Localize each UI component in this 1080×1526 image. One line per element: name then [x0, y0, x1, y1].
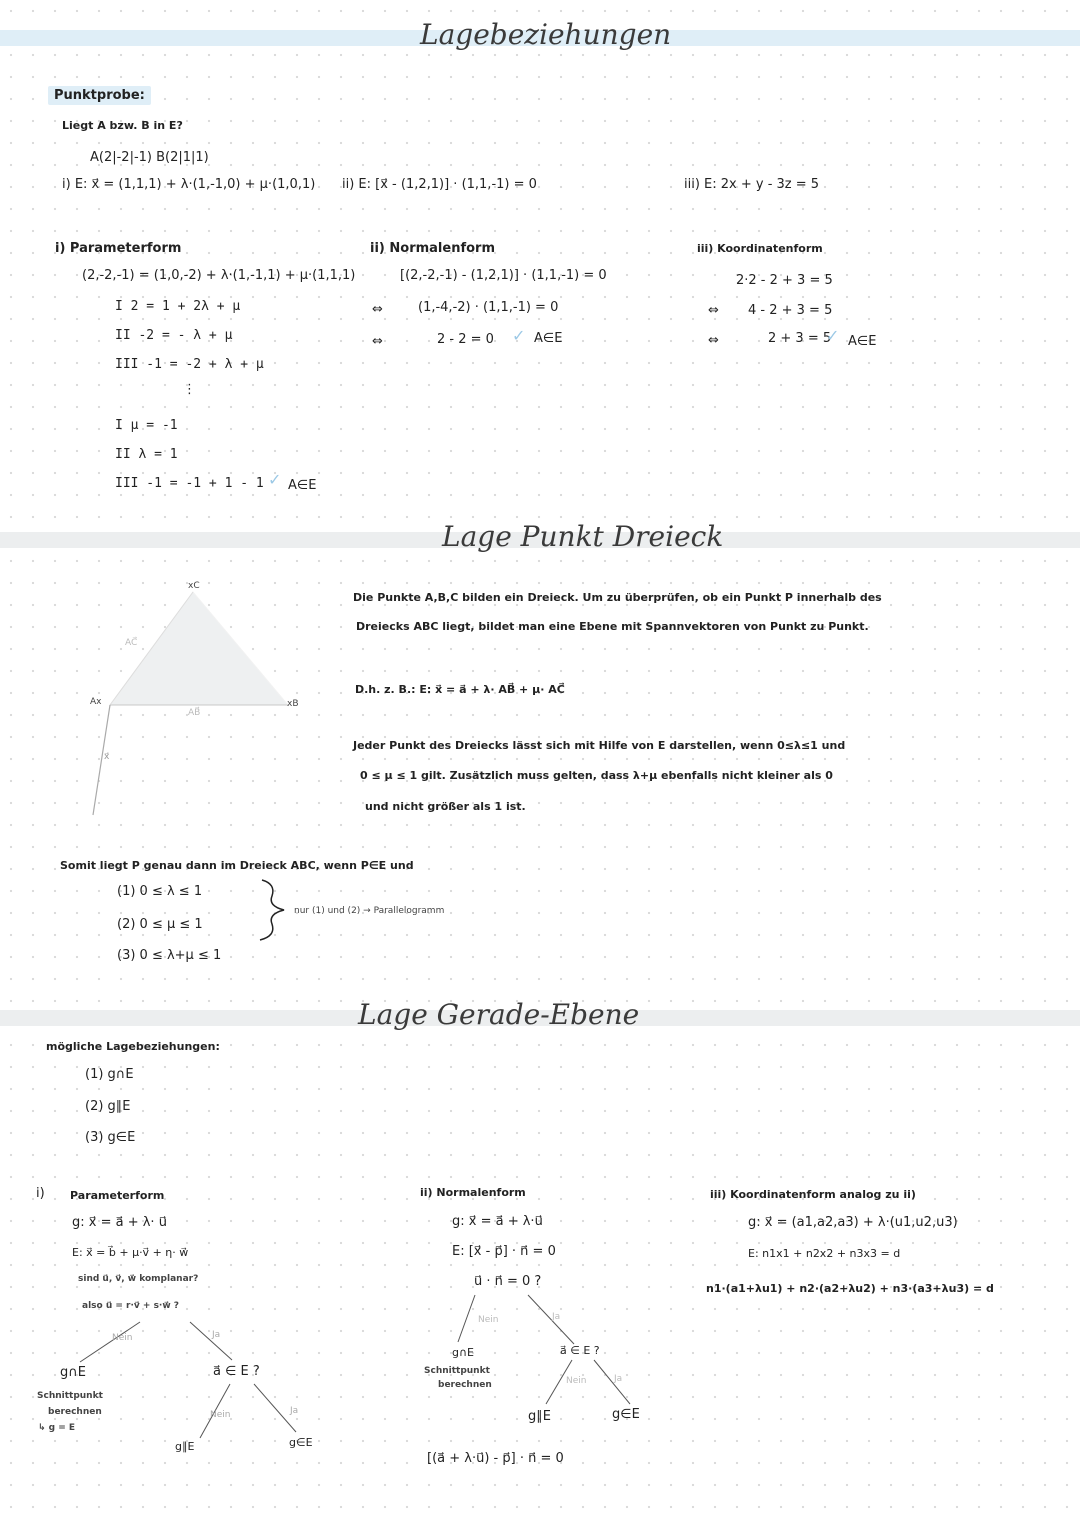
nf-result-parallel: g∥E — [528, 1409, 551, 1424]
koord-line1: 4 - 2 + 3 = 5 — [748, 303, 833, 318]
koord-heading: iii) Koordinatenform — [697, 242, 823, 255]
equiv-symbol: ⇔ — [372, 334, 383, 349]
check-icon: ✓ — [512, 326, 526, 345]
nf-result-intersect: g∩E — [452, 1346, 474, 1359]
dreieck-text-3a: Jeder Punkt des Dreiecks lässt sich mit Hilfe von E darstellen, wenn 0≤λ≤1 und — [353, 739, 846, 752]
pf-plane-e: E: x⃗ = b⃗ + μ·v⃗ + η· w⃗ — [72, 1246, 189, 1259]
condition-1: (1) 0 ≤ λ ≤ 1 — [117, 884, 203, 899]
nf-line-g: g: x⃗ = a⃗ + λ·u⃗ — [452, 1214, 543, 1229]
equiv-symbol: ⇔ — [372, 302, 383, 317]
nf-result-berechnen: berechnen — [438, 1380, 492, 1390]
param-row1: I 2 = 1 + 2λ + μ — [115, 299, 241, 314]
plane-eq-param: i) E: x⃗ = (1,1,1) + λ·(1,-1,0) + μ·(1,0,1) — [62, 177, 316, 192]
pf-result-berechnen: berechnen — [48, 1407, 102, 1417]
pf-no-label-2: Nein — [210, 1410, 231, 1420]
pf-result-intersect: g∩E — [60, 1365, 86, 1380]
punktprobe-heading: Punktprobe: — [48, 86, 151, 105]
equiv-symbol: ⇔ — [708, 333, 719, 348]
param-sol1: I μ = -1 — [115, 418, 178, 433]
pf-number: i) — [36, 1186, 45, 1201]
kf-equation: n1·(a1+λu1) + n2·(a2+λu2) + n3·(a3+λu3) = d — [706, 1282, 994, 1295]
check-icon: ✓ — [268, 470, 282, 489]
param-row3: III -1 = -2 + λ + μ — [115, 357, 264, 372]
pf-yes-label-2: Ja — [290, 1406, 299, 1416]
lagebeziehungen-heading: mögliche Lagebeziehungen: — [46, 1040, 220, 1053]
pf-result-contained: g∈E — [289, 1436, 313, 1449]
relation-2: (2) g∥E — [85, 1099, 131, 1114]
nf-question-orthogonal: u⃗ · n⃗ = 0 ? — [474, 1274, 542, 1289]
koord-line0: 2·2 - 2 + 3 = 5 — [736, 273, 833, 288]
dreieck-text-1b: Dreiecks ABC liegt, bildet man eine Ebene mit Spannvektoren von Punkt zu Punkt. — [356, 620, 869, 633]
pf-line-g: g: x⃗ = a⃗ + λ· u⃗ — [72, 1215, 167, 1230]
dreieck-text-2: D.h. z. B.: E: x⃗ = a⃗ + λ· AB⃗ + μ· AC⃗ — [355, 683, 565, 696]
dreieck-text-1a: Die Punkte A,B,C bilden ein Dreieck. Um zu überprüfen, ob ein Punkt P innerhalb des — [353, 591, 882, 604]
relation-3: (3) g∈E — [85, 1130, 136, 1145]
nf-final-equation: [(a⃗ + λ·u⃗) - p⃗] · n⃗ = 0 — [427, 1451, 564, 1466]
param-sol2: II λ = 1 — [115, 447, 178, 462]
plane-eq-normal: ii) E: [x⃗ - (1,2,1)] · (1,1,-1) = 0 — [342, 177, 537, 192]
point-b-label: xB — [287, 699, 299, 709]
somit-text: Somit liegt P genau dann im Dreieck ABC, wenn P∈E und — [60, 859, 414, 872]
section-title-gerade: Lage Gerade-Ebene — [358, 998, 640, 1031]
pf-result-schnittpunkt: Schnittpunkt — [37, 1391, 103, 1401]
pf-heading: Parameterform — [70, 1189, 165, 1202]
kf-heading: iii) Koordinatenform analog zu ii) — [710, 1188, 916, 1201]
condition-2: (2) 0 ≤ μ ≤ 1 — [117, 917, 203, 932]
kf-plane-e: E: n1x1 + n2x2 + n3x3 = d — [748, 1247, 901, 1260]
koord-line2: 2 + 3 = 5 — [768, 331, 832, 346]
section-title-dreieck: Lage Punkt Dreieck — [442, 520, 724, 553]
koord-result: A∈E — [848, 334, 877, 349]
nf-plane-e: E: [x⃗ - p⃗] · n⃗ = 0 — [452, 1244, 556, 1259]
nf-no-label: Nein — [478, 1315, 499, 1325]
pf-no-label: Nein — [112, 1333, 133, 1343]
parallelogram-note: nur (1) und (2) → Parallelogramm — [294, 906, 445, 916]
pf-komplanar-question: sind u⃗, v⃗, w⃗ komplanar? — [78, 1274, 199, 1284]
pf-yes-label: Ja — [212, 1330, 221, 1340]
nf-question-a-in-e: a⃗ ∈ E ? — [560, 1344, 600, 1357]
nf-result-contained: g∈E — [612, 1407, 640, 1422]
nf-no-label-2: Nein — [566, 1376, 587, 1386]
nf-yes-label-2: Ja — [614, 1374, 623, 1384]
normal-line2: 2 - 2 = 0 — [437, 332, 494, 347]
kf-line-g: g: x⃗ = (a1,a2,a3) + λ·(u1,u2,u3) — [748, 1215, 958, 1230]
check-icon: ✓ — [826, 326, 840, 345]
punktprobe-question: Liegt A bzw. B in E? — [62, 119, 183, 132]
normal-line0: [(2,-2,-1) - (1,2,1)] · (1,1,-1) = 0 — [400, 268, 607, 283]
dreieck-text-3b: 0 ≤ μ ≤ 1 gilt. Zusätzlich muss gelten, dass λ+μ ebenfalls nicht kleiner als 0 — [360, 769, 833, 782]
point-c-label: xC — [188, 581, 200, 591]
normal-heading: ii) Normalenform — [370, 241, 495, 256]
dreieck-text-3c: und nicht größer als 1 ist. — [365, 800, 526, 813]
nf-heading: ii) Normalenform — [420, 1186, 526, 1199]
normal-result: A∈E — [534, 331, 563, 346]
nf-yes-label: Ja — [552, 1312, 561, 1322]
normal-line1: (1,-4,-2) · (1,1,-1) = 0 — [418, 300, 559, 315]
punktprobe-points: A(2|-2|-1) B(2|1|1) — [90, 150, 209, 165]
param-dots: ⋮ — [183, 382, 196, 397]
pf-question-a-in-e: a⃗ ∈ E ? — [213, 1364, 260, 1379]
vector-ab-label: AB⃗ — [188, 708, 201, 718]
relation-1: (1) g∩E — [85, 1067, 134, 1082]
page-title: Lagebeziehungen — [420, 18, 672, 51]
param-row2: II -2 = - λ + μ — [115, 328, 233, 343]
point-a-label: Ax — [90, 697, 102, 707]
pf-result-note: ↳ g = E — [38, 1423, 76, 1433]
pf-also-question: also u⃗ = r·v⃗ + s·w⃗ ? — [82, 1301, 180, 1311]
pf-result-parallel: g∥E — [175, 1440, 195, 1453]
plane-eq-coord: iii) E: 2x + y - 3z = 5 — [684, 177, 820, 192]
param-line0: (2,-2,-1) = (1,0,-2) + λ·(1,-1,1) + μ·(1,1,1) — [82, 268, 356, 283]
nf-result-schnittpunkt: Schnittpunkt — [424, 1366, 490, 1376]
param-heading: i) Parameterform — [55, 241, 182, 256]
condition-3: (3) 0 ≤ λ+μ ≤ 1 — [117, 948, 222, 963]
vector-ac-label: AC⃗ — [125, 638, 138, 648]
vector-x-label: x⃗ — [104, 752, 110, 762]
param-result: A∈E — [288, 478, 317, 493]
equiv-symbol: ⇔ — [708, 303, 719, 318]
param-sol3: III -1 = -1 + 1 - 1 — [115, 476, 264, 491]
